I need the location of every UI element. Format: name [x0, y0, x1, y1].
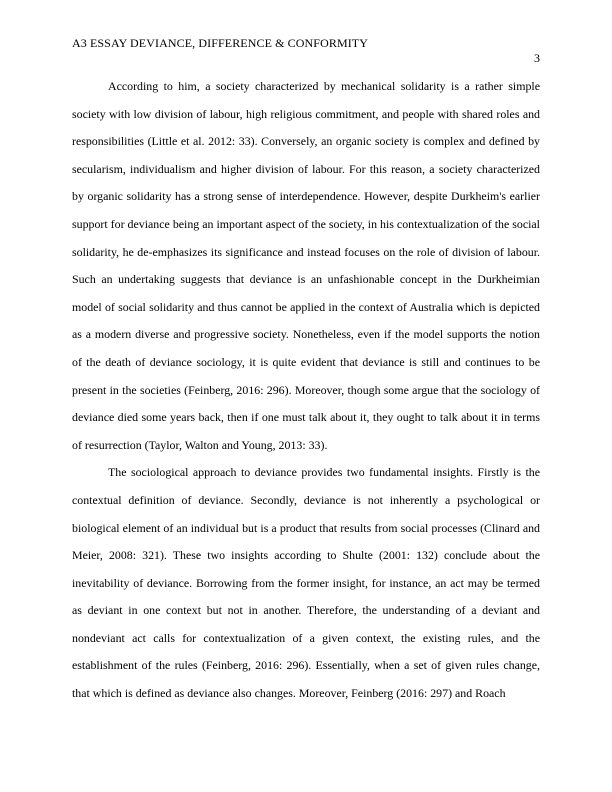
paragraph: The sociological approach to deviance provides two fundamental insights. Firstly is the contextual definition of deviance. Secondly, deviance is not inherently a psychological or biological element of an individual but is a product that results from social processes (Clinard and Meier, 2008: 321). These two insights according to Shulte (2001: 132) conclude about the inevitability of deviance. Borrowing from the former insight, for instance, an act may be termed as deviant in one context but not in another. Therefore, the understanding of a deviant and nondeviant act calls for contextualization of a given context, the existing rules, and the establishment of the rules (Feinberg, 2016: 296). Essentially, when a set of given rules change, that which is defined as deviance also changes. Moreover, Feinberg (2016: 297) and Roach	[72, 465, 540, 701]
running-head: A3 ESSAY DEVIANCE, DIFFERENCE & CONFORMITY	[72, 36, 369, 50]
paragraph: According to him, a society characterized by mechanical solidarity is a rather simple society with low division of labour, high religious commitment, and people with shared roles and responsibilities (Little et al. 2012: 33). Conversely, an organic society is complex and defined by secularism, individualism and higher division of labour. For this reason, a society characterized by organic solidarity has a strong sense of interdependence. However, despite Durkheim's earlier support for deviance being an important aspect of the society, in his contextualization of the social solidarity, he de-emphasizes its significance and instead focuses on the role of division of labour. Such an undertaking suggests that deviance is an unfashionable concept in the Durkheimian model of social solidarity and thus cannot be applied in the context of Australia which is depicted as a modern diverse and progressive society. Nonetheless, even if the model supports the notion of the death of deviance sociology, it is quite evident that deviance is still and continues to be present in the societies (Feinberg, 2016: 296). Moreover, though some argue that the sociology of deviance died some years back, then if one must talk about it, they ought to talk about it in terms of resurrection (Taylor, Walton and Young, 2013: 33).	[72, 79, 540, 452]
page-number: 3	[534, 51, 540, 65]
body-text	[72, 73, 540, 708]
